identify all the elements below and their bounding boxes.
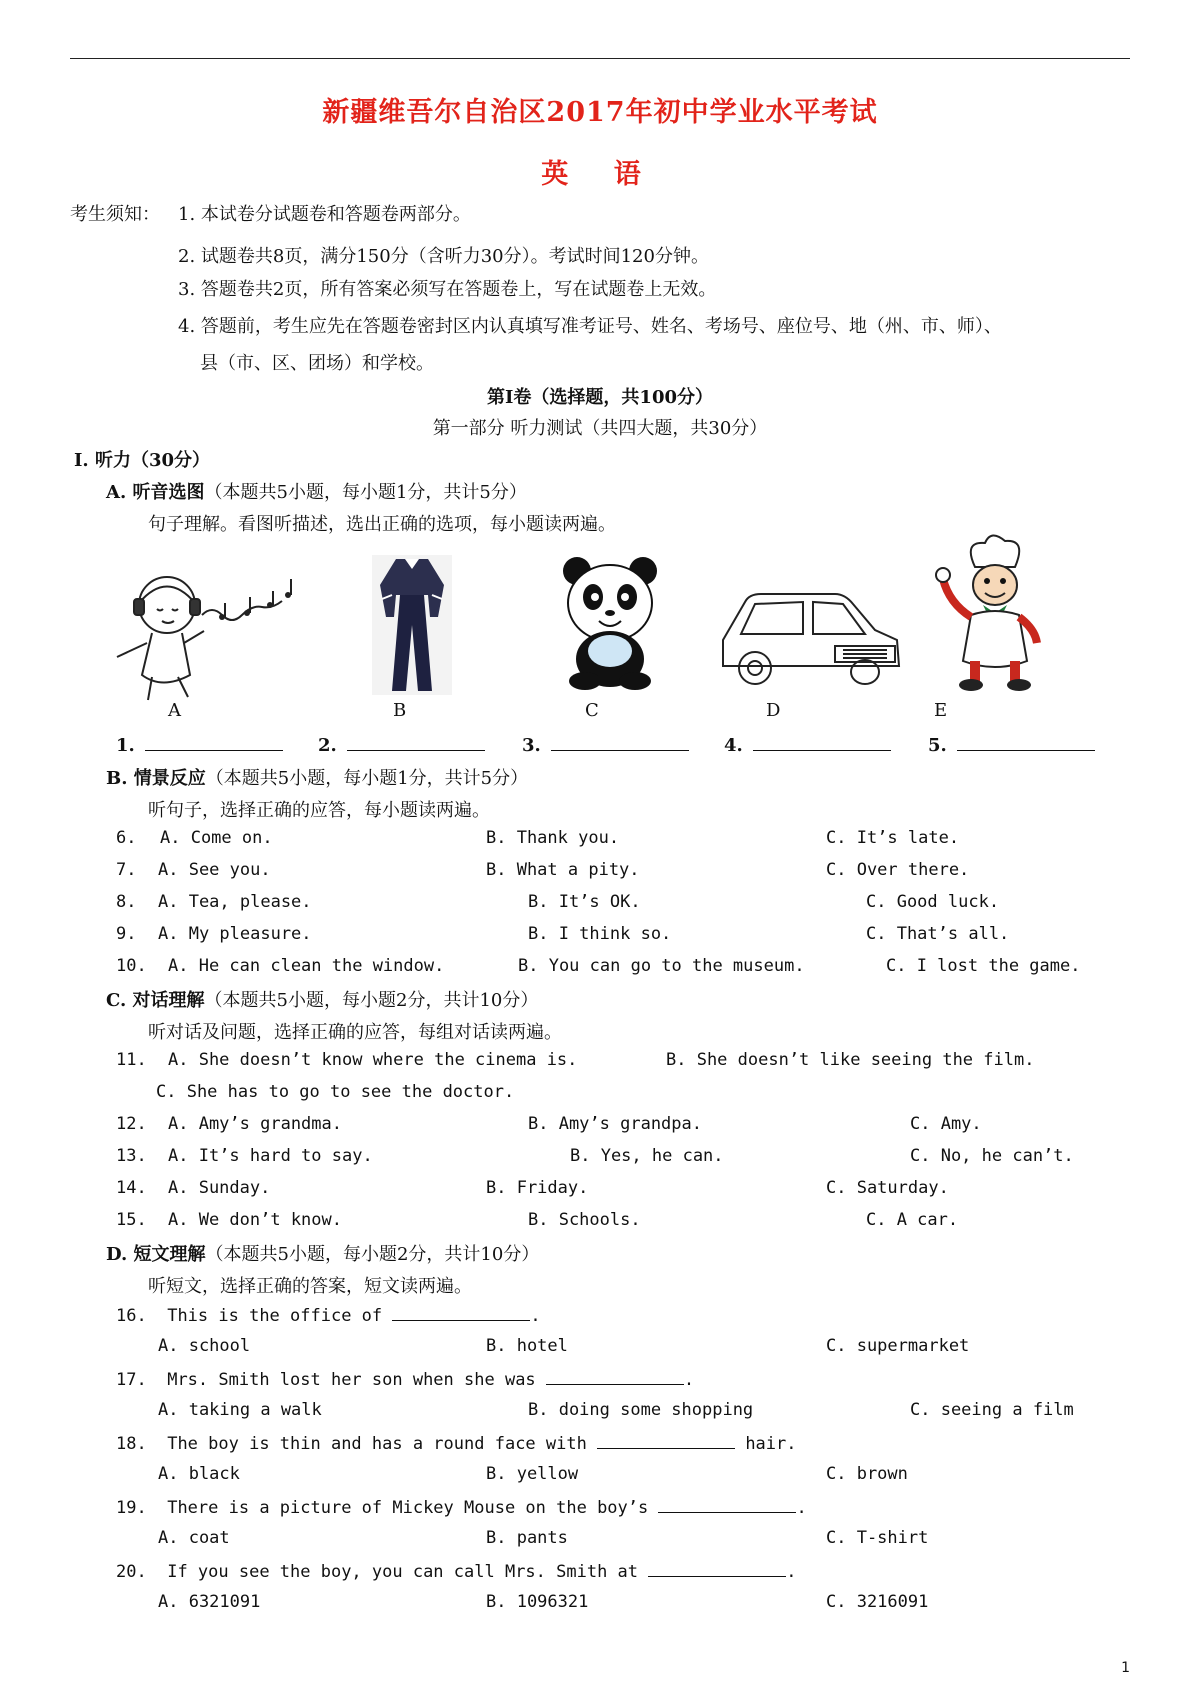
question-17-stem: 17. Mrs. Smith lost her son when she was . [116, 1370, 695, 1390]
option-c: C. That’s all. [866, 924, 1010, 944]
option-c: C. No, he can’t. [910, 1146, 1074, 1166]
notice-item-4-cont: 县（市、区、团场）和学校。 [200, 353, 434, 374]
picture-label-c: C [585, 700, 599, 721]
question-number: 10. [116, 956, 147, 976]
option-b: B. Amy’s grandpa. [528, 1114, 702, 1134]
question-number: 13. [116, 1146, 147, 1166]
header-rule [70, 58, 1130, 59]
answer-blank-2: 2. [318, 732, 485, 756]
option-b: B. yellow [486, 1464, 579, 1484]
car-icon [715, 580, 905, 690]
option-a: A. Amy’s grandma. [168, 1114, 342, 1134]
question-number: 15. [116, 1210, 147, 1230]
section-d-instruction: 听短文，选择正确的答案，短文读两遍。 [148, 1276, 472, 1297]
question-number: 6. [116, 828, 137, 848]
picture-label-e: E [934, 700, 948, 721]
section-a-title: A. 听音选图（本题共5小题，每小题1分，共计5分） [106, 482, 527, 503]
question-18-stem: 18. The boy is thin and has a round face with hair. [116, 1434, 797, 1454]
option-a: A. coat [158, 1528, 230, 1548]
volume-title: 第Ⅰ卷（选择题，共100分） [487, 387, 713, 408]
section-c-instruction: 听对话及问题，选择正确的应答，每组对话读两遍。 [148, 1022, 562, 1043]
exam-title: 新疆维吾尔自治区2017年初中学业水平考试 [322, 97, 878, 128]
page-number: 1 [1121, 1660, 1130, 1676]
option-a: A. We don’t know. [168, 1210, 342, 1230]
option-b: B. pants [486, 1528, 568, 1548]
option-b: B. She doesn’t like seeing the film. [666, 1050, 1035, 1070]
option-c: C. It’s late. [826, 828, 960, 848]
option-a: A. Sunday. [168, 1178, 271, 1198]
option-c: C. supermarket [826, 1336, 970, 1356]
answer-blank-4: 4. [724, 732, 891, 756]
option-c: C. T-shirt [826, 1528, 929, 1548]
option-a: A. black [158, 1464, 240, 1484]
section-1-title: I. 听力（30分） [74, 450, 211, 471]
section-a-instruction: 句子理解。看图听描述，选出正确的选项，每小题读两遍。 [148, 514, 616, 535]
option-a: A. My pleasure. [158, 924, 312, 944]
question-number: 7. [116, 860, 137, 880]
section-b-instruction: 听句子，选择正确的应答，每小题读两遍。 [148, 800, 490, 821]
option-a: A. school [158, 1336, 251, 1356]
option-a: A. Tea, please. [158, 892, 312, 912]
option-b: B. Friday. [486, 1178, 589, 1198]
option-c: C. Saturday. [826, 1178, 949, 1198]
notice-label: 考生须知： [70, 204, 160, 225]
question-number: 14. [116, 1178, 147, 1198]
question-number: 8. [116, 892, 137, 912]
option-a: A. She doesn’t know where the cinema is. [168, 1050, 578, 1070]
option-b: B. It’s OK. [528, 892, 641, 912]
notice-item-1: 1. 本试卷分试题卷和答题卷两部分。 [178, 204, 471, 225]
question-19-stem: 19. There is a picture of Mickey Mouse on the boy’s . [116, 1498, 807, 1518]
option-c: C. 3216091 [826, 1592, 929, 1612]
notice-item-4: 4. 答题前，考生应先在答题卷密封区内认真填写准考证号、姓名、考场号、座位号、地（州、市、师）、 [178, 316, 1002, 337]
question-number: 11. [116, 1050, 147, 1070]
option-a: A. Come on. [160, 828, 273, 848]
panda-icon [555, 555, 665, 690]
subject-title: 英 语 [541, 159, 659, 190]
section-d-title: D. 短文理解（本题共5小题，每小题2分，共计10分） [106, 1244, 540, 1265]
girl-headphones-music-icon [112, 555, 302, 715]
notice-item-2: 2. 试题卷共8页，满分150分（含听力30分）。考试时间120分钟。 [178, 246, 709, 267]
question-number: 9. [116, 924, 137, 944]
option-b: B. hotel [486, 1336, 568, 1356]
question-number: 12. [116, 1114, 147, 1134]
option-b: B. 1096321 [486, 1592, 589, 1612]
picture-label-b: B [393, 700, 407, 721]
option-c: C. I lost the game. [886, 956, 1081, 976]
picture-label-d: D [766, 700, 781, 721]
option-a: A. taking a walk [158, 1400, 322, 1420]
option-a: A. It’s hard to say. [168, 1146, 373, 1166]
option-a: A. See you. [158, 860, 271, 880]
question-16-stem: 16. This is the office of . [116, 1306, 541, 1326]
option-b: B. Schools. [528, 1210, 641, 1230]
option-b: B. Thank you. [486, 828, 620, 848]
option-b: B. doing some shopping [528, 1400, 754, 1420]
option-a: A. He can clean the window. [168, 956, 445, 976]
answer-blank-1: 1. [116, 732, 283, 756]
option-c: C. Amy. [910, 1114, 982, 1134]
option-c: C. A car. [866, 1210, 959, 1230]
tracksuit-icon [372, 555, 452, 695]
picture-label-a: A [168, 700, 181, 721]
option-b: B. I think so. [528, 924, 672, 944]
option-c: C. She has to go to see the doctor. [156, 1082, 515, 1102]
section-c-title: C. 对话理解（本题共5小题，每小题2分，共计10分） [106, 990, 539, 1011]
part-title: 第一部分 听力测试（共四大题，共30分） [432, 418, 768, 439]
option-b: B. You can go to the museum. [518, 956, 805, 976]
option-c: C. brown [826, 1464, 908, 1484]
option-a: A. 6321091 [158, 1592, 261, 1612]
option-c: C. Good luck. [866, 892, 1000, 912]
notice-item-3: 3. 答题卷共2页，所有答案必须写在答题卷上，写在试题卷上无效。 [178, 279, 717, 300]
option-c: C. Over there. [826, 860, 970, 880]
answer-blank-3: 3. [522, 732, 689, 756]
answer-blank-5: 5. [928, 732, 1095, 756]
option-c: C. seeing a film [910, 1400, 1074, 1420]
section-b-title: B. 情景反应（本题共5小题，每小题1分，共计5分） [106, 768, 529, 789]
chef-icon [935, 533, 1045, 693]
question-20-stem: 20. If you see the boy, you can call Mrs. Smith at . [116, 1562, 797, 1582]
option-b: B. Yes, he can. [570, 1146, 724, 1166]
option-b: B. What a pity. [486, 860, 640, 880]
